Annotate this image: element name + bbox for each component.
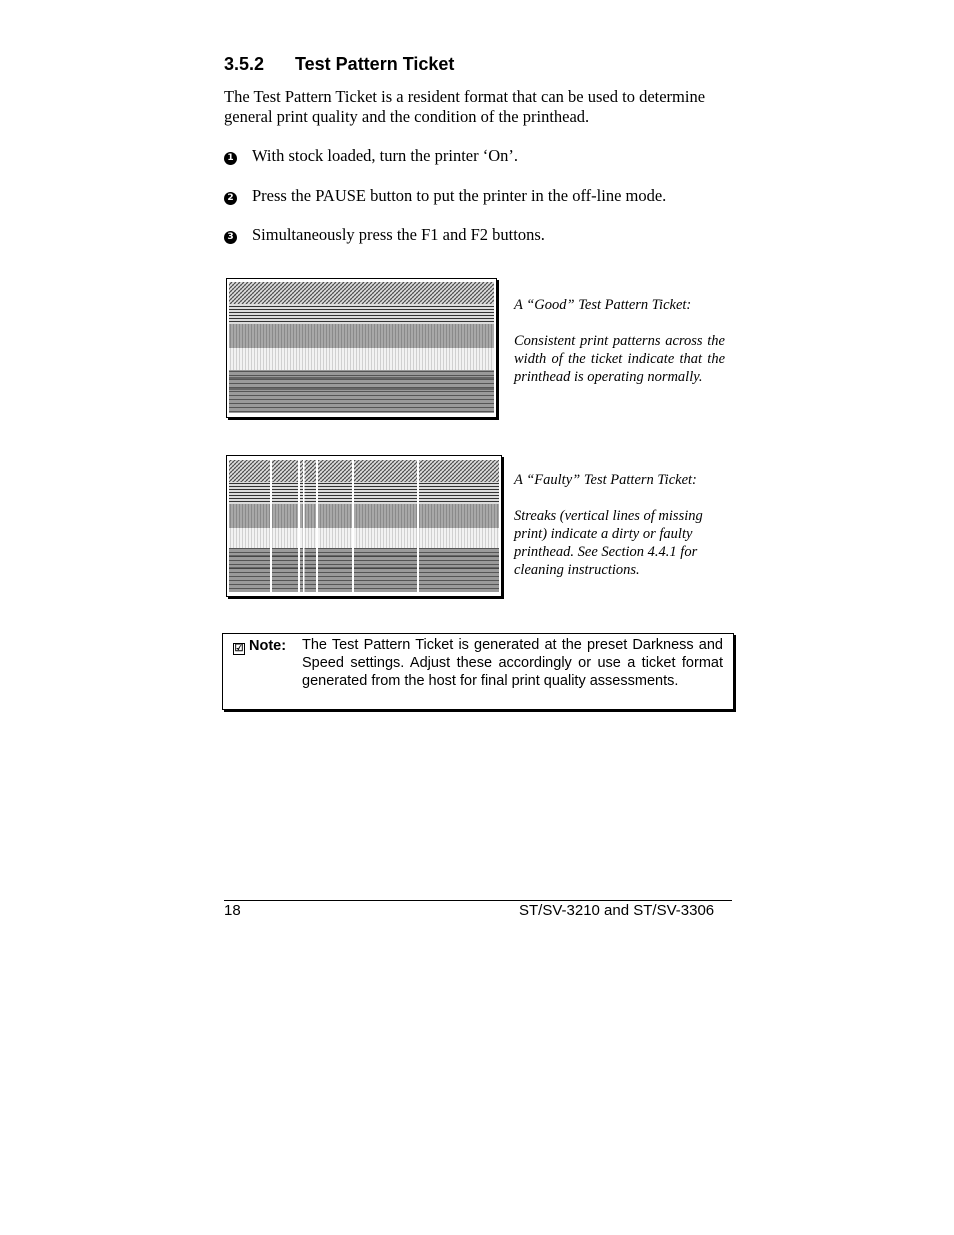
note-label [233,637,286,655]
step-3-number-icon: 3 [224,231,237,244]
intro-paragraph: The Test Pattern Ticket is a resident format that can be used to determine general print quality and the condition of the printhead. [224,87,706,126]
good-caption-body: Consistent print patterns across the width of the ticket indicate that the printhead is operating normally. [514,333,725,385]
good-ticket-pattern [227,279,496,417]
checkbox-icon: ☑ [234,643,244,654]
faulty-ticket-image [226,455,502,597]
good-caption-title: A “Good” Test Pattern Ticket: [514,297,692,313]
good-ticket-image [226,278,497,418]
faulty-ticket-pattern [227,456,501,596]
section-title: Test Pattern Ticket [295,54,455,74]
faulty-caption-title: A “Faulty” Test Pattern Ticket: [514,472,697,488]
note-box [222,633,734,710]
step-2 [224,186,666,206]
note-text: The Test Pattern Ticket is generated at the preset Darkness and Speed settings. Adjust these accordingly or use a ticket format generated from the host for final print quality assessments. [302,637,723,689]
step-1-text: With stock loaded, turn the printer ‘On’. [252,146,519,165]
good-ticket-caption [514,296,725,386]
product-name: ST/SV-3210 and ST/SV-3306 [519,902,715,919]
footer-rule [224,900,732,901]
page-number: 18 [224,902,241,919]
section-heading [224,54,454,75]
section-number: 3.5.2 [224,54,265,74]
step-1 [224,146,518,166]
faulty-caption-body: Streaks (vertical lines of missing print) indicate a dirty or faulty printhead. See Section 4.4.1 for cleaning instructions. [514,508,703,578]
step-2-number-icon: 2 [224,192,237,205]
step-3 [224,225,545,245]
step-1-number-icon: 1 [224,152,237,165]
note-label-text: Note: [249,638,287,654]
faulty-ticket-caption [514,471,725,579]
step-2-text: Press the PAUSE button to put the printer in the off-line mode. [252,186,667,205]
step-3-text: Simultaneously press the F1 and F2 buttons. [252,225,545,244]
